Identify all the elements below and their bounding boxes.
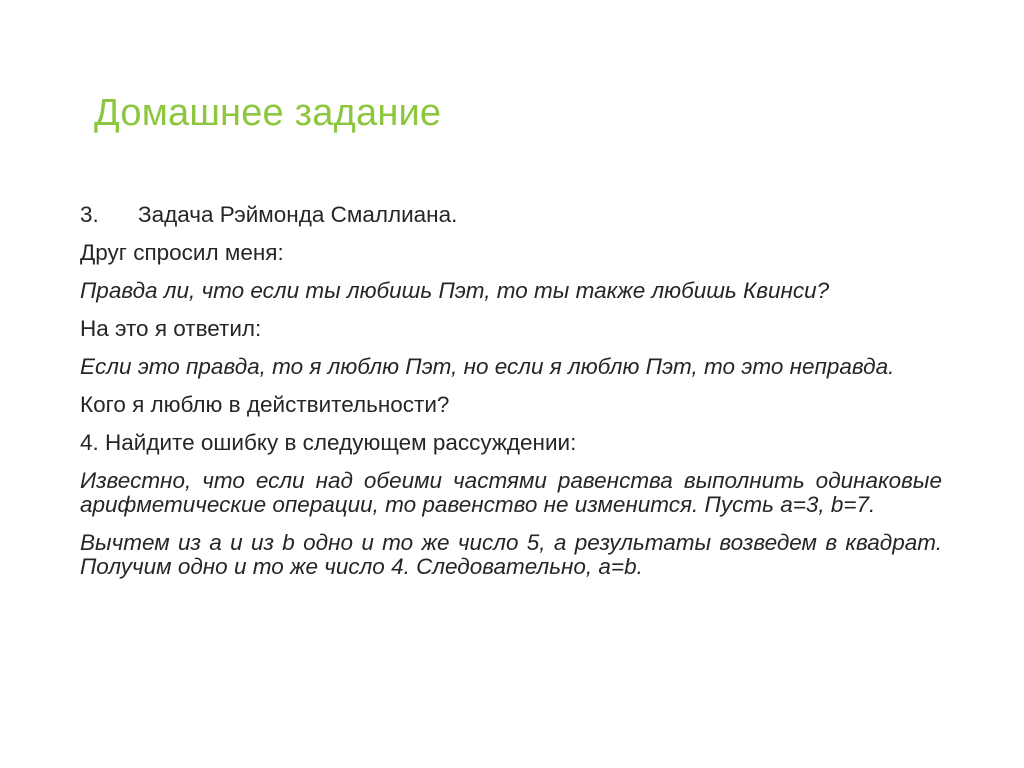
paragraph-who-do-i-love: Кого я люблю в действительности?: [80, 392, 450, 417]
task-3-heading: [80, 203, 942, 227]
task-4-heading: 4. Найдите ошибку в следующем рассуждении:: [80, 430, 577, 455]
paragraph-i-answered: На это я ответил:: [80, 316, 262, 341]
paragraph-conclusion: Вычтем из a и из b одно и то же число 5, а результаты возведем в квадрат. Получим одно и то же число 4. Следовательно, a=b.: [80, 530, 942, 579]
paragraph-answer: Если это правда, то я люблю Пэт, но если я люблю Пэт, то это неправда.: [80, 354, 895, 379]
task-number: 3.: [80, 202, 99, 227]
paragraph-question: Правда ли, что если ты любишь Пэт, то ты также любишь Квинси?: [80, 278, 830, 303]
paragraph-equality-rule: Известно, что если над обеими частями равенства выполнить одинаковые арифметические операции, то равенство не изменится. Пусть a=3, b=7.: [80, 468, 942, 517]
slide-content: [80, 203, 942, 593]
paragraph-friend-asked: Друг спросил меня:: [80, 240, 284, 265]
task-3-title: Задача Рэймонда Смаллиана.: [138, 202, 458, 227]
slide-title: Домашнее задание: [94, 92, 442, 134]
